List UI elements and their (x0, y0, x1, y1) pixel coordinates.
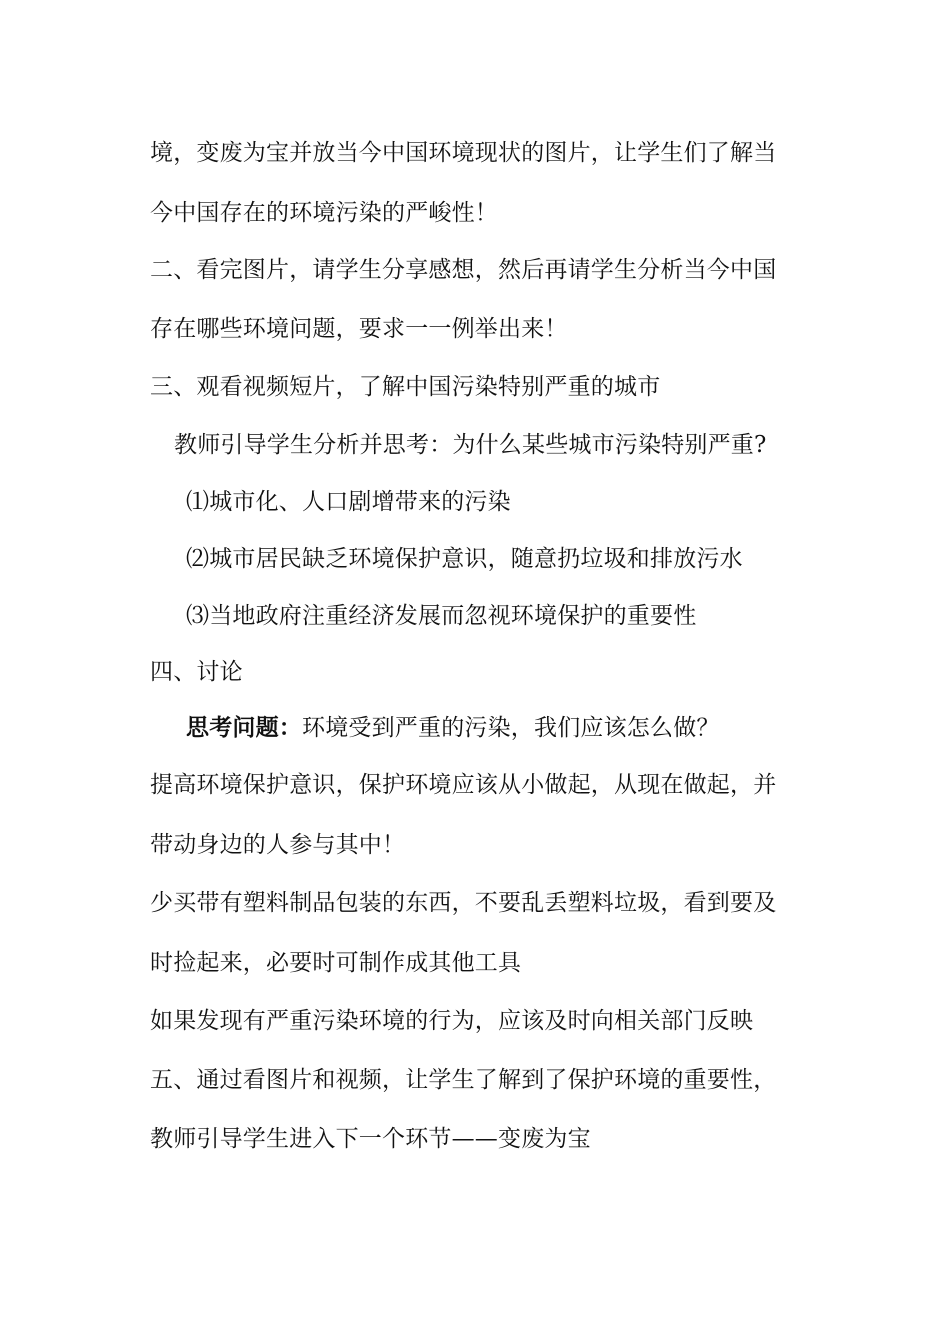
section-four-heading: 四、讨论 (150, 659, 243, 685)
question-text: 环境受到严重的污染，我们应该怎么做？ (302, 715, 720, 741)
teacher-guide-line: 教师引导学生分析并思考：为什么某些城市污染特别严重? (174, 432, 767, 458)
paragraph-line: 时捡起来，必要时可制作成其他工具 (150, 950, 522, 976)
paragraph-line: 提高环境保护意识，保护环境应该从小做起，从现在做起，并 (150, 772, 777, 798)
section-two-line: 二、看完图片，请学生分享感想，然后再请学生分析当今中国 (150, 257, 777, 283)
paragraph-line: 今中国存在的环境污染的严峻性！ (150, 200, 498, 226)
question-line (186, 713, 720, 743)
list-item-1: ⑴城市化、人口剧增带来的污染 (186, 489, 511, 515)
section-three-line: 三、观看视频短片，了解中国污染特别严重的城市 (150, 374, 661, 400)
list-item-3: ⑶当地政府注重经济发展而忽视环境保护的重要性 (186, 603, 697, 629)
paragraph-line: 存在哪些环境问题，要求一一例举出来！ (150, 316, 568, 342)
paragraph-line: 境，变废为宝并放当今中国环境现状的图片，让学生们了解当 (150, 140, 777, 166)
question-label: 思考问题： (186, 714, 302, 741)
section-five-line: 五、通过看图片和视频，让学生了解到了保护环境的重要性， (150, 1067, 777, 1093)
paragraph-line: 如果发现有严重污染环境的行为，应该及时向相关部门反映 (150, 1008, 754, 1034)
list-item-2: ⑵城市居民缺乏环境保护意识，随意扔垃圾和排放污水 (186, 546, 743, 572)
paragraph-line: 教师引导学生进入下一个环节——变废为宝 (150, 1126, 591, 1152)
paragraph-line: 带动身边的人参与其中！ (150, 832, 406, 858)
paragraph-line: 少买带有塑料制品包装的东西，不要乱丢塑料垃圾，看到要及 (150, 890, 777, 916)
